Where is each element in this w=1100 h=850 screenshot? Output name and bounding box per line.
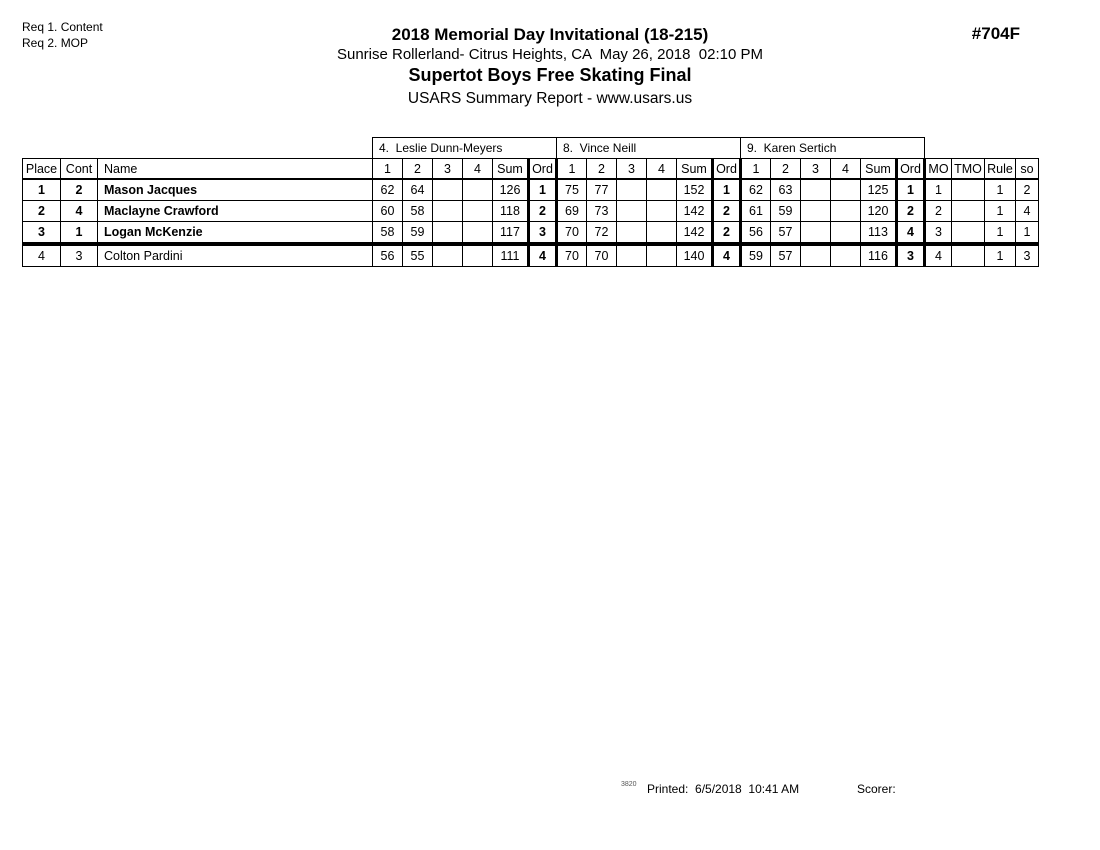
ord-cell: 1: [529, 179, 557, 201]
place-cell: 3: [23, 222, 61, 245]
col-so: so: [1016, 159, 1039, 180]
sum-cell: 111: [493, 244, 529, 267]
score-cell: 59: [403, 222, 433, 245]
col-j3-2: 2: [771, 159, 801, 180]
col-j3-sum: Sum: [861, 159, 897, 180]
name-cell: Colton Pardini: [98, 244, 373, 267]
score-cell: 59: [771, 201, 801, 222]
event-name-title: 2018 Memorial Day Invitational (18-215): [391, 25, 709, 44]
ord-cell: 3: [897, 244, 925, 267]
col-j2-4: 4: [647, 159, 677, 180]
col-j3-3: 3: [801, 159, 831, 180]
judge-2-header: 8. Vince Neill: [557, 138, 741, 159]
sum-cell: 118: [493, 201, 529, 222]
score-cell: [647, 222, 677, 245]
ord-cell: 1: [897, 179, 925, 201]
score-cell: 56: [373, 244, 403, 267]
col-j1-1: 1: [373, 159, 403, 180]
score-cell: 72: [587, 222, 617, 245]
ord-cell: 4: [897, 222, 925, 245]
col-j1-ord: Ord: [529, 159, 557, 180]
score-cell: [433, 179, 463, 201]
table-row: [23, 179, 1039, 201]
judge-1-header: 4. Leslie Dunn-Meyers: [373, 138, 557, 159]
score-cell: [617, 244, 647, 267]
so-cell: 2: [1016, 179, 1039, 201]
score-cell: [801, 201, 831, 222]
score-cell: [433, 244, 463, 267]
score-cell: 73: [587, 201, 617, 222]
tmo-cell: [952, 222, 985, 245]
score-cell: [831, 179, 861, 201]
name-cell: Maclayne Crawford: [98, 201, 373, 222]
score-cell: 62: [741, 179, 771, 201]
score-cell: 55: [403, 244, 433, 267]
table-row: [23, 222, 1039, 245]
table-row: [23, 201, 1039, 222]
col-tmo: TMO: [952, 159, 985, 180]
sum-cell: 142: [677, 201, 713, 222]
score-cell: 75: [557, 179, 587, 201]
score-cell: 57: [771, 244, 801, 267]
cont-cell: 3: [61, 244, 98, 267]
score-cell: [617, 201, 647, 222]
sum-cell: 140: [677, 244, 713, 267]
ord-cell: 2: [897, 201, 925, 222]
score-cell: [801, 179, 831, 201]
score-cell: 58: [373, 222, 403, 245]
col-j2-sum: Sum: [677, 159, 713, 180]
ord-cell: 4: [713, 244, 741, 267]
sum-cell: 116: [861, 244, 897, 267]
score-cell: [463, 222, 493, 245]
mo-cell: 3: [925, 222, 952, 245]
score-cell: [647, 179, 677, 201]
judge-header-row: [23, 138, 1039, 159]
ord-cell: 1: [713, 179, 741, 201]
score-cell: 56: [741, 222, 771, 245]
score-cell: [831, 244, 861, 267]
score-cell: 77: [587, 179, 617, 201]
score-cell: [647, 244, 677, 267]
score-cell: 58: [403, 201, 433, 222]
mo-cell: 4: [925, 244, 952, 267]
judge-header-spacer-left: [23, 138, 373, 159]
sum-cell: 125: [861, 179, 897, 201]
ord-cell: 2: [713, 201, 741, 222]
score-cell: [463, 201, 493, 222]
scorer-label: Scorer:: [857, 782, 896, 796]
col-j1-sum: Sum: [493, 159, 529, 180]
so-cell: 4: [1016, 201, 1039, 222]
col-j3-4: 4: [831, 159, 861, 180]
ord-cell: 2: [529, 201, 557, 222]
judge-header-spacer-right: [925, 138, 1039, 159]
col-j2-1: 1: [557, 159, 587, 180]
cont-cell: 4: [61, 201, 98, 222]
sum-cell: 126: [493, 179, 529, 201]
col-j3-1: 1: [741, 159, 771, 180]
table-row: [23, 244, 1039, 267]
ord-cell: 4: [529, 244, 557, 267]
mo-cell: 1: [925, 179, 952, 201]
score-cell: 63: [771, 179, 801, 201]
col-rule: Rule: [985, 159, 1016, 180]
score-cell: 70: [557, 244, 587, 267]
score-cell: 61: [741, 201, 771, 222]
place-cell: 4: [23, 244, 61, 267]
place-cell: 2: [23, 201, 61, 222]
req-line-2: Req 2. MOP: [22, 36, 89, 50]
score-cell: [801, 244, 831, 267]
tmo-cell: [952, 244, 985, 267]
score-cell: 70: [587, 244, 617, 267]
score-cell: [801, 222, 831, 245]
col-j2-2: 2: [587, 159, 617, 180]
score-cell: 70: [557, 222, 587, 245]
score-cell: 59: [741, 244, 771, 267]
rule-cell: 1: [985, 244, 1016, 267]
col-name: Name: [98, 159, 373, 180]
sum-cell: 120: [861, 201, 897, 222]
score-cell: [463, 244, 493, 267]
col-place: Place: [23, 159, 61, 180]
tmo-cell: [952, 201, 985, 222]
col-j3-ord: Ord: [897, 159, 925, 180]
score-cell: [433, 201, 463, 222]
col-j1-3: 3: [433, 159, 463, 180]
name-cell: Mason Jacques: [98, 179, 373, 201]
so-cell: 1: [1016, 222, 1039, 245]
col-j2-ord: Ord: [713, 159, 741, 180]
ord-cell: 3: [529, 222, 557, 245]
rule-cell: 1: [985, 179, 1016, 201]
score-cell: [647, 201, 677, 222]
judge-3-header: 9. Karen Sertich: [741, 138, 925, 159]
score-cell: 64: [403, 179, 433, 201]
tmo-cell: [952, 179, 985, 201]
document-number: #704F: [971, 24, 1020, 43]
rule-cell: 1: [985, 201, 1016, 222]
score-cell: 69: [557, 201, 587, 222]
score-cell: 62: [373, 179, 403, 201]
score-cell: [433, 222, 463, 245]
sum-cell: 152: [677, 179, 713, 201]
col-j1-2: 2: [403, 159, 433, 180]
results-table: [22, 137, 1039, 267]
venue-date-line: Sunrise Rollerland- Citrus Heights, CA May 26, 2018 02:10 PM: [336, 46, 764, 63]
col-cont: Cont: [61, 159, 98, 180]
cont-cell: 2: [61, 179, 98, 201]
score-cell: [617, 222, 647, 245]
col-j1-4: 4: [463, 159, 493, 180]
report-type-line: USARS Summary Report - www.usars.us: [407, 90, 693, 107]
col-mo: MO: [925, 159, 952, 180]
score-cell: [463, 179, 493, 201]
sum-cell: 117: [493, 222, 529, 245]
sum-cell: 113: [861, 222, 897, 245]
score-cell: [831, 222, 861, 245]
score-cell: [831, 201, 861, 222]
printed-timestamp: Printed: 6/5/2018 10:41 AM: [647, 782, 800, 796]
column-header-row: [23, 159, 1039, 180]
name-cell: Logan McKenzie: [98, 222, 373, 245]
score-cell: [617, 179, 647, 201]
cont-cell: 1: [61, 222, 98, 245]
print-code: 3820: [621, 781, 637, 788]
col-j2-3: 3: [617, 159, 647, 180]
rule-cell: 1: [985, 222, 1016, 245]
mo-cell: 2: [925, 201, 952, 222]
sum-cell: 142: [677, 222, 713, 245]
title-block: [0, 24, 1100, 111]
so-cell: 3: [1016, 244, 1039, 267]
ord-cell: 2: [713, 222, 741, 245]
score-cell: 57: [771, 222, 801, 245]
req-line-1: Req 1. Content: [22, 20, 103, 34]
place-cell: 1: [23, 179, 61, 201]
score-cell: 60: [373, 201, 403, 222]
division-title: Supertot Boys Free Skating Final: [408, 65, 692, 85]
